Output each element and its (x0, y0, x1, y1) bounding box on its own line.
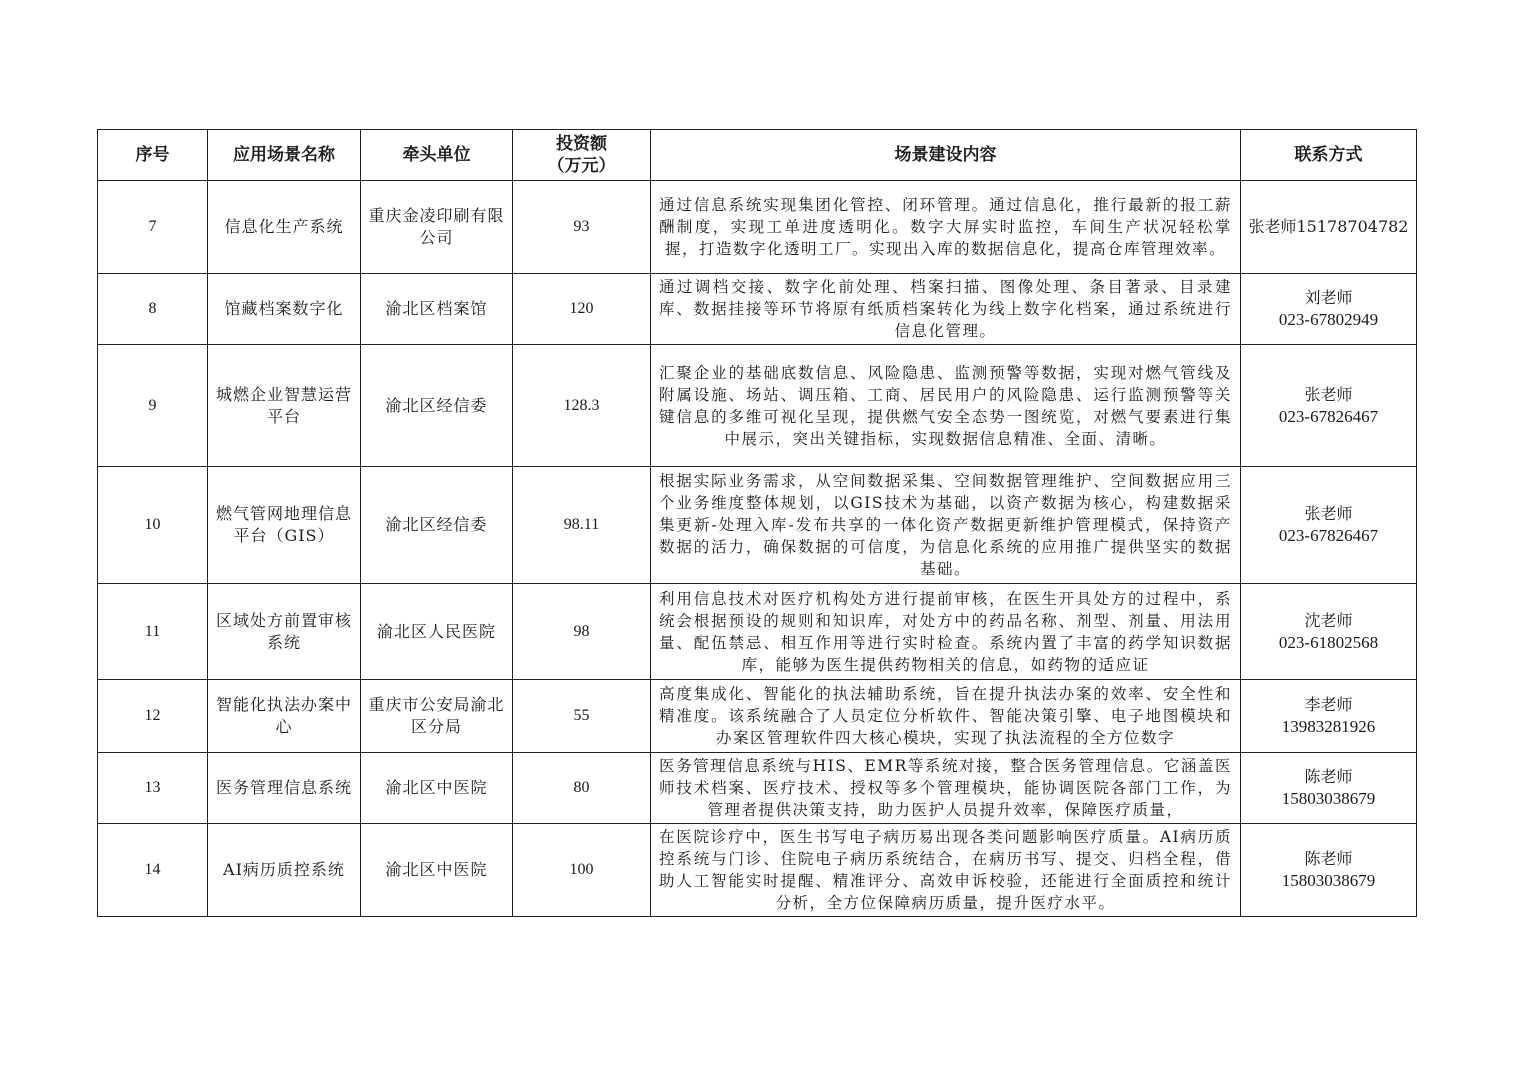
contact-name: 陈老师 (1304, 767, 1353, 786)
contact-name: 张老师 (1304, 504, 1353, 523)
table-row (98, 753, 1417, 824)
row-content-text: 汇聚企业的基础底数信息、风险隐患、监测预警等数据，实现对燃气管线及附属设施、场站、调压箱、工商、居民用户的风险隐患、运行监测预警等关键信息的多维可视化呈现，提供燃气安全态势一图统览，对燃气要素进行集中展示，突出关键指标，实现数据信息精准、全面、清晰。 (659, 363, 1232, 448)
table-row (98, 680, 1417, 753)
row-name-text: 馆藏档案数字化 (224, 299, 344, 318)
contact-name: 李老师 (1304, 695, 1353, 714)
row-seq: 8 (98, 274, 208, 345)
row-name-text: 信息化生产系统 (224, 217, 344, 236)
table-row (98, 345, 1417, 467)
row-unit-text: 渝北区经信委 (385, 515, 488, 534)
row-invest: 93 (513, 181, 651, 274)
row-name-text: 医务管理信息系统 (215, 778, 352, 797)
row-unit-text: 渝北区中医院 (385, 860, 488, 879)
project-table (97, 129, 1417, 917)
row-invest: 80 (513, 753, 651, 824)
row-unit (361, 274, 513, 345)
row-seq: 14 (98, 824, 208, 917)
row-name (208, 824, 361, 917)
row-content (651, 181, 1241, 274)
row-unit-text: 重庆金凌印刷有限公司 (368, 206, 505, 247)
row-invest: 98 (513, 584, 651, 680)
row-seq: 9 (98, 345, 208, 467)
header-row (98, 130, 1417, 181)
row-name (208, 274, 361, 345)
row-contact (1241, 181, 1417, 274)
row-unit (361, 824, 513, 917)
row-unit-text: 渝北区人民医院 (376, 621, 496, 641)
row-name-text: 区域处方前置审核系统 (215, 610, 352, 652)
row-unit (361, 680, 513, 753)
contact-name: 张老师15178704782 (1248, 217, 1409, 236)
row-unit-text: 渝北区档案馆 (385, 299, 488, 318)
header-seq: 序号 (98, 130, 208, 181)
row-name-text: 智能化执法办案中心 (215, 695, 352, 736)
row-contact (1241, 680, 1417, 753)
row-content (651, 467, 1241, 584)
header-content: 场景建设内容 (651, 130, 1241, 181)
contact-name: 沈老师 (1304, 610, 1353, 630)
row-contact (1241, 824, 1417, 917)
row-invest: 98.11 (513, 467, 651, 584)
contact-name: 刘老师 (1304, 288, 1353, 307)
contact-name: 陈老师 (1304, 849, 1353, 868)
row-contact (1241, 753, 1417, 824)
row-name (208, 345, 361, 467)
row-name-text: 燃气管网地理信息平台（GIS） (215, 504, 352, 545)
row-contact (1241, 584, 1417, 680)
row-content (651, 680, 1241, 753)
row-seq: 12 (98, 680, 208, 753)
row-content-text: 通过信息系统实现集团化管控、闭环管理。通过信息化，推行最新的报工薪酬制度，实现工单进度透明化。数字大屏实时监控，车间生产状况轻松掌握，打造数字化透明工厂。实现出入库的数据信息化，提高仓库管理效率。 (659, 196, 1232, 258)
row-content (651, 824, 1241, 917)
row-invest: 120 (513, 274, 651, 345)
row-invest: 55 (513, 680, 651, 753)
header-invest (513, 130, 651, 181)
row-content-text: 利用信息技术对医疗机构处方进行提前审核，在医生开具处方的过程中，系统会根据预设的规则和知识库，对处方中的药品名称、剂型、剂量、用法用量、配伍禁忌、相互作用等进行实时检查。系统内置了丰富的药学知识数据库，能够为医生提供药物相关的信息，如药物的适应证 (659, 589, 1232, 674)
row-unit (361, 345, 513, 467)
row-name (208, 467, 361, 584)
contact-phone: 023-67826467 (1278, 526, 1379, 545)
header-invest-line2: （万元） (547, 156, 616, 176)
row-unit-text: 渝北区经信委 (385, 395, 488, 415)
table-row (98, 274, 1417, 345)
header-unit: 牵头单位 (361, 130, 513, 181)
row-contact (1241, 345, 1417, 467)
row-content (651, 584, 1241, 680)
row-seq: 11 (98, 584, 208, 680)
row-content-text: 高度集成化、智能化的执法辅助系统，旨在提升执法办案的效率、安全性和精准度。该系统融合了人员定位分析软件、智能决策引擎、电子地图模块和办案区管理软件四大核心模块，实现了执法流程的全方位数字 (659, 685, 1232, 747)
contact-phone: 13983281926 (1281, 717, 1376, 736)
row-invest: 128.3 (513, 345, 651, 467)
row-seq: 7 (98, 181, 208, 274)
row-unit-text: 重庆市公安局渝北区分局 (368, 695, 505, 736)
row-name (208, 584, 361, 680)
contact-name: 张老师 (1304, 384, 1353, 404)
row-content-text: 根据实际业务需求，从空间数据采集、空间数据管理维护、空间数据应用三个业务维度整体规划，以GIS技术为基础，以资产数据为核心，构建数据采集更新-处理入库-发布共享的一体化资产数据更新维护管理模式，保持资产数据的活力，确保数据的可信度，为信息化系统的应用推广提供坚实的数据基础。 (659, 472, 1232, 578)
table-row (98, 824, 1417, 917)
row-unit (361, 584, 513, 680)
row-seq: 10 (98, 467, 208, 584)
table-row (98, 181, 1417, 274)
contact-phone: 023-61802568 (1278, 632, 1379, 652)
header-name: 应用场景名称 (208, 130, 361, 181)
contact-phone: 15803038679 (1281, 871, 1376, 890)
row-unit (361, 753, 513, 824)
contact-phone: 023-67802949 (1278, 310, 1379, 329)
contact-phone: 15803038679 (1281, 789, 1376, 808)
row-name-text: AI病历质控系统 (223, 860, 345, 879)
row-name (208, 753, 361, 824)
table-row (98, 467, 1417, 584)
header-invest-line1: 投资额 (556, 134, 607, 154)
header-contact: 联系方式 (1241, 130, 1417, 181)
contact-phone: 023-67826467 (1278, 406, 1379, 426)
row-name (208, 680, 361, 753)
row-content-text: 在医院诊疗中，医生书写电子病历易出现各类问题影响医疗质量。AI病历质控系统与门诊、住院电子病历系统结合，在病历书写、提交、归档全程，借助人工智能实时提醒、精准评分、高效申诉校验，还能进行全面质控和统计分析，全方位保障病历质量，提升医疗水平。 (659, 828, 1232, 912)
row-unit-text: 渝北区中医院 (385, 778, 488, 797)
row-unit (361, 467, 513, 584)
row-content (651, 274, 1241, 345)
row-contact (1241, 274, 1417, 345)
row-content (651, 345, 1241, 467)
row-invest: 100 (513, 824, 651, 917)
row-seq: 13 (98, 753, 208, 824)
row-content-text: 通过调档交接、数字化前处理、档案扫描、图像处理、条目著录、目录建库、数据挂接等环节将原有纸质档案转化为线上数字化档案，通过系统进行信息化管理。 (659, 278, 1232, 340)
row-content-text: 医务管理信息系统与HIS、EMR等系统对接，整合医务管理信息。它涵盖医师技术档案、医疗技术、授权等多个管理模块，能协调医院各部门工作，为管理者提供决策支持，助力医护人员提升效率，保障医疗质量， (659, 757, 1232, 819)
table-row (98, 584, 1417, 680)
row-name-text: 城燃企业智慧运营平台 (215, 384, 352, 426)
row-name (208, 181, 361, 274)
row-contact (1241, 467, 1417, 584)
row-content (651, 753, 1241, 824)
row-unit (361, 181, 513, 274)
